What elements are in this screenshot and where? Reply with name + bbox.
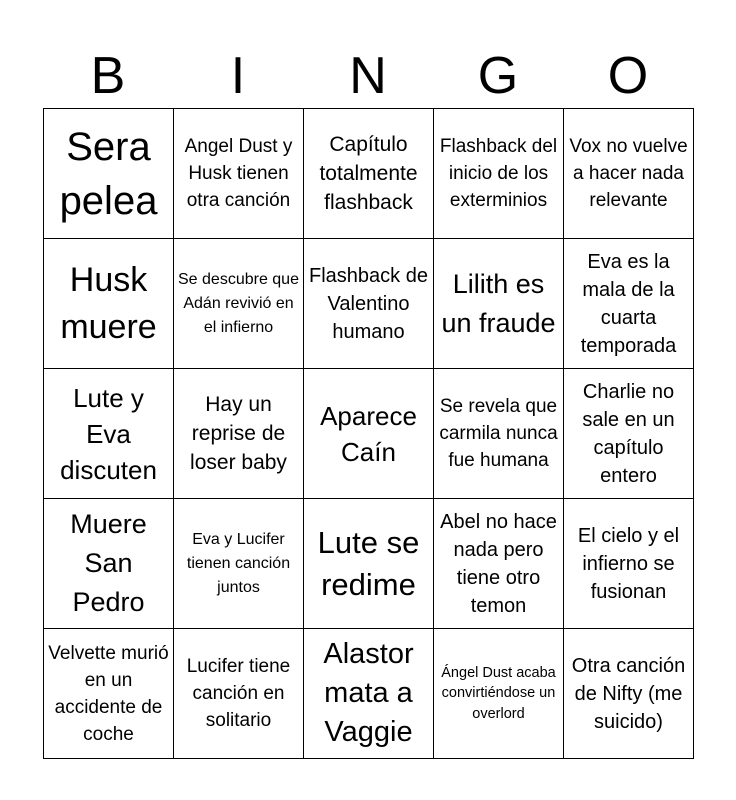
header-letter-b: B — [90, 47, 126, 105]
bingo-row — [44, 629, 694, 759]
bingo-cell[interactable]: Otra canción de Nifty (me suicido) — [564, 629, 694, 759]
bingo-cell[interactable]: Vox no vuelve a hacer nada relevante — [564, 109, 694, 239]
bingo-cell[interactable]: Lilith es un fraude — [434, 239, 564, 369]
bingo-cell[interactable]: Abel no hace nada pero tiene otro temon — [434, 499, 564, 629]
bingo-cell[interactable]: Lute se redime — [304, 499, 434, 629]
header-letter-g: G — [477, 47, 519, 105]
bingo-cell[interactable]: Muere San Pedro — [44, 499, 174, 629]
bingo-cell[interactable]: Se descubre que Adán revivió en el infierno — [174, 239, 304, 369]
bingo-row — [44, 499, 694, 629]
bingo-cell[interactable]: Eva y Lucifer tienen canción juntos — [174, 499, 304, 629]
bingo-card — [43, 108, 694, 759]
bingo-row — [44, 239, 694, 369]
bingo-header — [43, 44, 693, 108]
bingo-cell[interactable]: Aparece Caín — [304, 369, 434, 499]
bingo-cell[interactable]: Alastor mata a Vaggie — [304, 629, 434, 759]
bingo-row — [44, 369, 694, 499]
bingo-cell[interactable]: Hay un reprise de loser baby — [174, 369, 304, 499]
header-letter-i: I — [230, 47, 246, 105]
bingo-cell[interactable]: Lucifer tiene canción en solitario — [174, 629, 304, 759]
bingo-cell[interactable]: Angel Dust y Husk tienen otra canción — [174, 109, 304, 239]
bingo-cell[interactable]: Flashback del inicio de los exterminios — [434, 109, 564, 239]
bingo-cell[interactable]: Charlie no sale en un capítulo entero — [564, 369, 694, 499]
header-letter-n: N — [349, 47, 387, 105]
bingo-cell[interactable]: El cielo y el infierno se fusionan — [564, 499, 694, 629]
bingo-cell[interactable]: Se revela que carmila nunca fue humana — [434, 369, 564, 499]
bingo-cell[interactable]: Capítulo totalmente flashback — [304, 109, 434, 239]
bingo-cell[interactable]: Husk muere — [44, 239, 174, 369]
bingo-cell[interactable]: Ángel Dust acaba convirtiéndose un overlord — [434, 629, 564, 759]
bingo-cell[interactable]: Lute y Eva discuten — [44, 369, 174, 499]
bingo-cell[interactable]: Flashback de Valentino humano — [304, 239, 434, 369]
bingo-cell[interactable]: Sera pelea — [44, 109, 174, 239]
header-letter-o: O — [607, 47, 649, 105]
bingo-cell[interactable]: Velvette murió en un accidente de coche — [44, 629, 174, 759]
bingo-cell[interactable]: Eva es la mala de la cuarta temporada — [564, 239, 694, 369]
bingo-row — [44, 109, 694, 239]
